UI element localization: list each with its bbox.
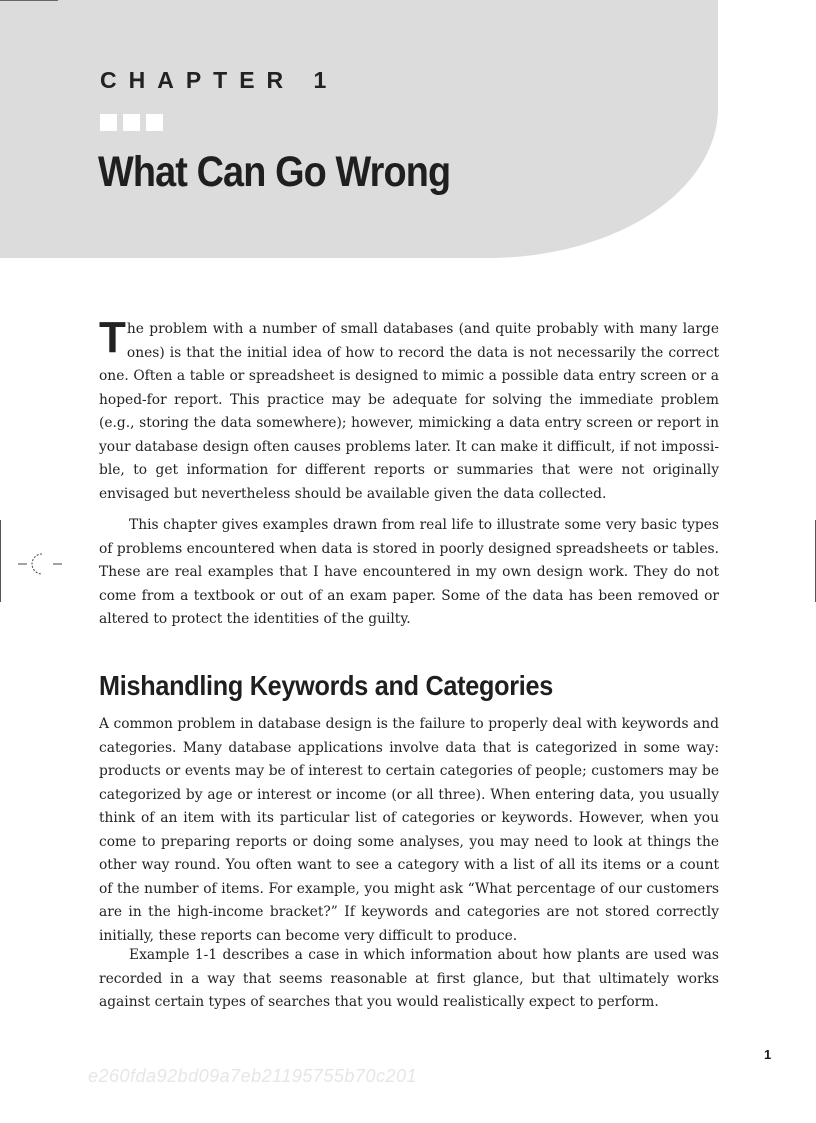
top-rule (0, 0, 58, 1)
chapter-title: What Can Go Wrong (98, 148, 451, 196)
chapter-label: CHAPTER 1 (100, 67, 339, 93)
square-ornament (100, 114, 117, 131)
chapter-squares (100, 114, 163, 131)
intro-paragraph-2: This chapter gives examples drawn from real life to illustrate some very basic types of problems encountered when data is stored in poorly designed spreadsheets or tables. These are real examples that I have encountered in my own design work. They do not come from a textbook or out of an exam paper. Some of the data has been removed or altered to protect the identities of the guilty. (99, 517, 719, 627)
square-ornament (146, 114, 163, 131)
page-number: 1 (764, 1047, 772, 1062)
section-paragraph-2: Example 1-1 describes a case in which information about how plants are used was recorded in a way that seems reasonable at first glance, but that ultimately works against certain types of searches that you would realistically expect to perform. (99, 947, 719, 1010)
watermark: e260fda92bd09a7eb21195755b70c201 (88, 1066, 417, 1086)
square-ornament (123, 114, 140, 131)
registration-mark-icon (18, 550, 62, 578)
intro-paragraph-1 (99, 313, 719, 506)
intro-paragraph-1-text: he problem with a number of small databases (and quite probably with many large ones) is that the initial idea of how to record the data is not necessarily the correct one. Often a table or spreadsheet is designed to mimic a possible data entry screen or a hoped-for report. This practice may be adequate for solving the immediate problem (e.g., storing the data somewhere); however, mimicking a data entry screen or report in your database design often causes problems later. It can make it difficult, if not impossi-ble, to get information for different reports or summaries that were not originally envisaged but nevertheless should be available given the data collected. (99, 321, 719, 502)
crop-mark-left (0, 520, 1, 602)
section-heading: Mishandling Keywords and Categories (99, 670, 554, 701)
drop-cap: T (99, 313, 126, 362)
section-paragraph-1: A common problem in database design is the failure to properly deal with keywords and categories. Many database applications involve data that is categorized in some way: products or events may be of interest to certain categories of people; customers may be categorized by age or interest or income (or all three). When entering data, you usually think of an item with its particular list of categories or keywords. However, when you come to preparing reports or doing some analyses, you may need to look at things the other way round. You often want to see a category with a list of all its items or a count of the number of items. For example, you might ask “What percentage of our customers are in the high-income bracket?” If keywords and categories are not stored correctly initially, these reports can become very difficult to produce. (99, 716, 719, 944)
